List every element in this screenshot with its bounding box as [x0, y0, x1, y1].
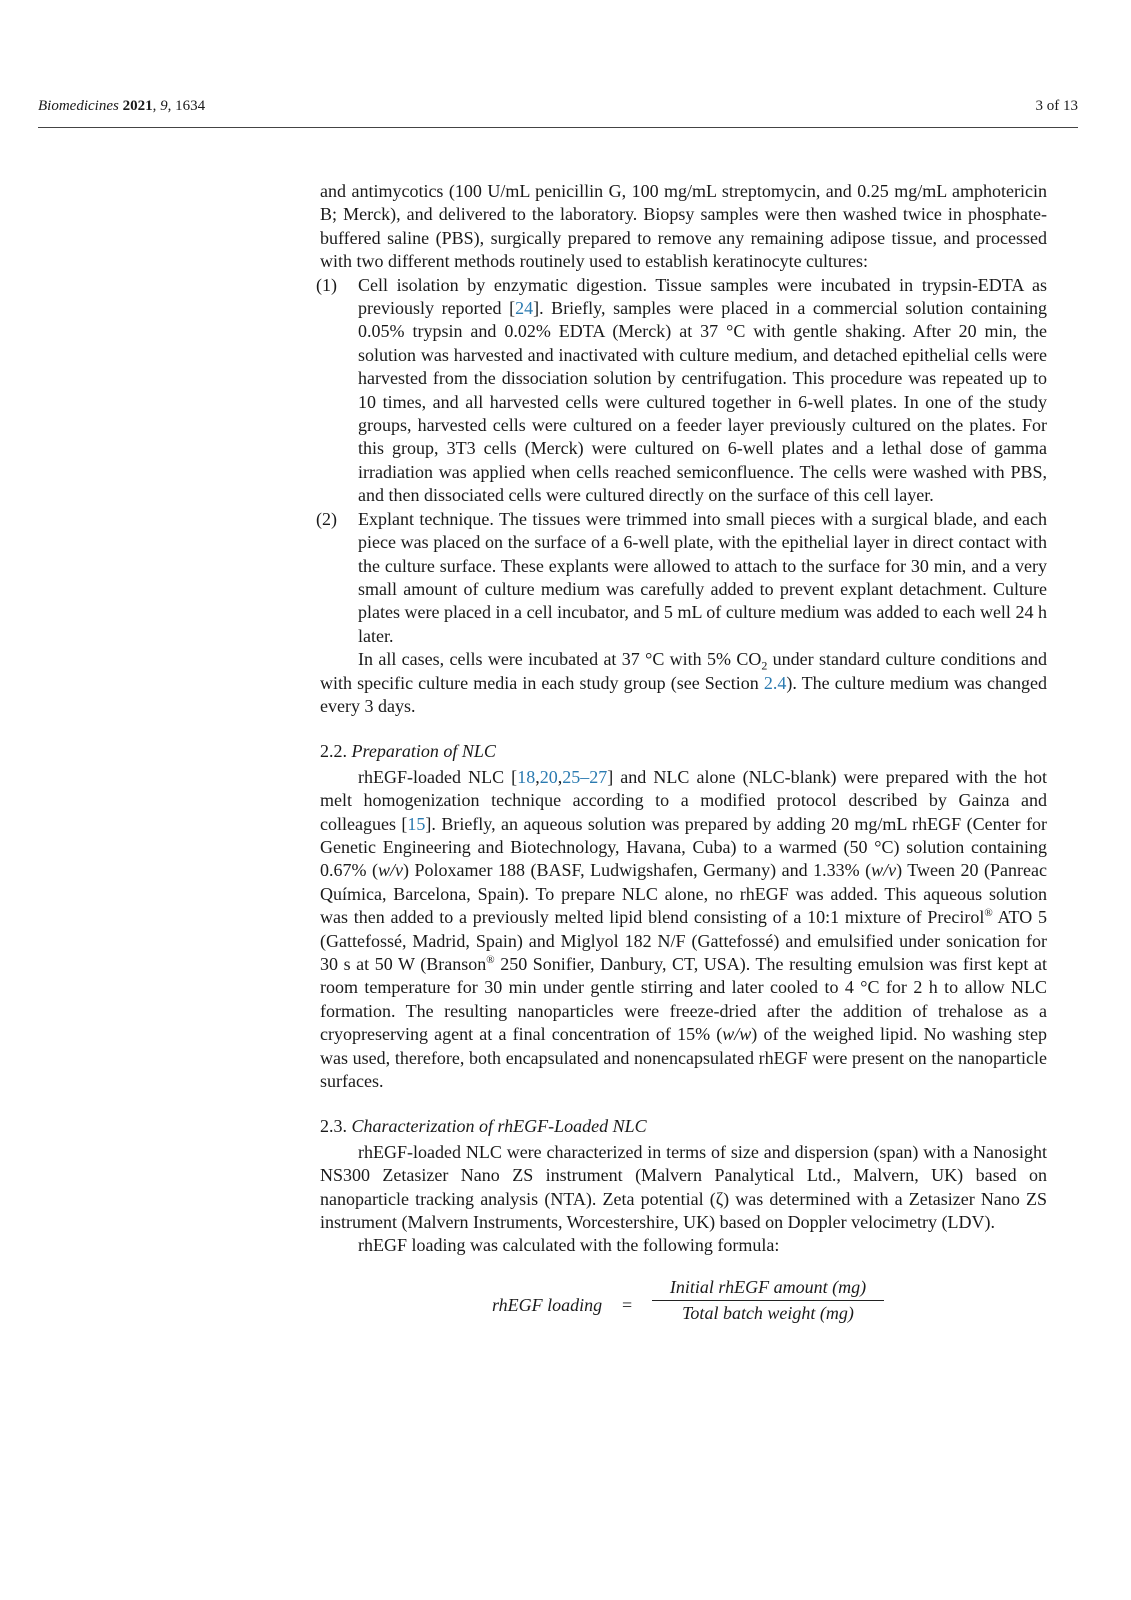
list-item: (1) Cell isolation by enzymatic digestion. Tissue samples were incubated in trypsin-EDTA as previously reported [24]. Briefly, samples were placed in a commercial solution containing 0.05% trypsin and 0.02% EDTA (Merck) at 37 °C with gentle shaking. After 20 min, the solution was harvested and inactivated with culture medium, and detached epithelial cells were harvested from the dissociation solution by centrifugation. This procedure was repeated up to 10 times, and all harvested cells were cultured together in 6-well plates. In one of the study groups, harvested cells were cultured on a feeder layer previously cultured on the plates. For this group, 3T3 cells (Merck) were cultured on 6-well plates and a lethal dose of gamma irradiation was applied when cells reached semiconfluence. The cells were washed with PBS, and then dissociated cells were cultured directly on the surface of this cell layer.: [316, 274, 1047, 506]
intro-paragraph: and antimycotics (100 U/mL penicillin G, 100 mg/mL streptomycin, and 0.25 mg/mL amphotericin B; Merck), and delivered to the laboratory. Biopsy samples were then washed twice in phosphate-buffered saline (PBS), surgically prepared to remove any remaining adipose tissue, and processed with two different methods routinely used to establish keratinocyte cultures:: [320, 181, 1047, 272]
section-link[interactable]: 2.4: [763, 672, 787, 693]
methods-list: [316, 274, 1047, 649]
formula-equals: =: [622, 1294, 633, 1315]
journal-citation: Biomedicines 2021, 9, 1634: [38, 98, 206, 114]
formula-denominator: Total batch weight (mg): [682, 1303, 854, 1324]
citation-link[interactable]: 24: [515, 298, 534, 319]
journal-name: Biomedicines: [38, 98, 119, 114]
section-heading-2-3: 2.3. Characterization of rhEGF-Loaded NLC: [320, 1116, 647, 1137]
section-heading-2-2: 2.2. Preparation of NLC: [320, 741, 496, 762]
list-number: (1): [316, 274, 337, 295]
journal-volume: 9: [160, 98, 168, 114]
journal-year: 2021: [122, 98, 153, 114]
article-number: 1634: [175, 98, 206, 114]
list-number: (2): [316, 508, 337, 529]
citation-link[interactable]: 18: [517, 766, 536, 787]
preparation-paragraph: rhEGF-loaded NLC [18,20,25–27] and NLC alone (NLC-blank) were prepared with the hot melt homogenization technique according to a modified protocol described by Gainza and colleagues [15]. Briefly, an aqueous solution was prepared by adding 20 mg/mL rhEGF (Center for Genetic Engineering and Biotechnology, Havana, Cuba) to a warmed (50 °C) solution containing 0.67% (w/v) Poloxamer 188 (BASF, Ludwigshafen, Germany) and 1.33% (w/v) Tween 20 (Panreac Química, Barcelona, Spain). To prepare NLC alone, no rhEGF was added. This aqueous solution was then added to a previously melted lipid blend consisting of a 10:1 mixture of Precirol® ATO 5 (Gattefossé, Madrid, Spain) and Miglyol 182 N/F (Gattefossé) and emulsified under sonication for 30 s at 50 W (Branson® 250 Sonifier, Danbury, CT, USA). The resulting emulsion was first kept at room temperature for 30 min under gentle stirring and later cooled to 4 °C for 2 h to allow NLC formation. The resulting nanoparticles were freeze-dried after the addition of trehalose as a cryopreserving agent at a final concentration of 15% (w/w) of the weighed lipid. No washing step was used, therefore, both encapsulated and nonencapsulated rhEGF were present on the nanoparticle surfaces.: [320, 766, 1048, 1092]
page-body: [316, 180, 1048, 1336]
loading-paragraph: rhEGF loading was calculated with the following formula:: [358, 1235, 780, 1256]
citation-link[interactable]: 20: [539, 766, 558, 787]
running-header: [38, 98, 1078, 126]
list-item: (2) Explant technique. The tissues were trimmed into small pieces with a surgical blade, and each piece was placed on the surface of a 6-well plate, with the epithelial layer in direct contact with the culture surface. These explants were allowed to attach to the surface for 30 min, and a very small amount of culture medium was carefully added to prevent explant detachment. Culture plates were placed in a cell incubator, and 5 mL of culture medium was added to each well 24 h later.: [316, 508, 1047, 646]
loading-formula: [320, 1276, 1047, 1336]
formula-lhs: rhEGF loading: [492, 1294, 603, 1315]
incubation-paragraph: In all cases, cells were incubated at 37 °C with 5% $CO_2$ under standard culture conditions and with specific culture media in each study group (see Section 2.4). The culture medium was changed every 3 days.: [320, 649, 1047, 716]
characterization-paragraph: rhEGF-loaded NLC were characterized in terms of size and dispersion (span) with a Nanosight NS300 Zetasizer Nano ZS instrument (Malvern Panalytical Ltd., Malvern, UK) based on nanoparticle tracking analysis (NTA). Zeta potential (ζ) was determined with a Zetasizer Nano ZS instrument (Malvern Instruments, Worcestershire, UK) based on Doppler velocimetry (LDV).: [320, 1141, 1047, 1233]
formula-numerator: Initial rhEGF amount (mg): [652, 1276, 884, 1301]
page-number: 3 of 13: [1035, 98, 1078, 114]
citation-link[interactable]: 25–27: [562, 766, 608, 787]
header-divider: [38, 127, 1078, 128]
citation-link[interactable]: 15: [407, 813, 426, 834]
formula-fraction: [652, 1276, 884, 1326]
